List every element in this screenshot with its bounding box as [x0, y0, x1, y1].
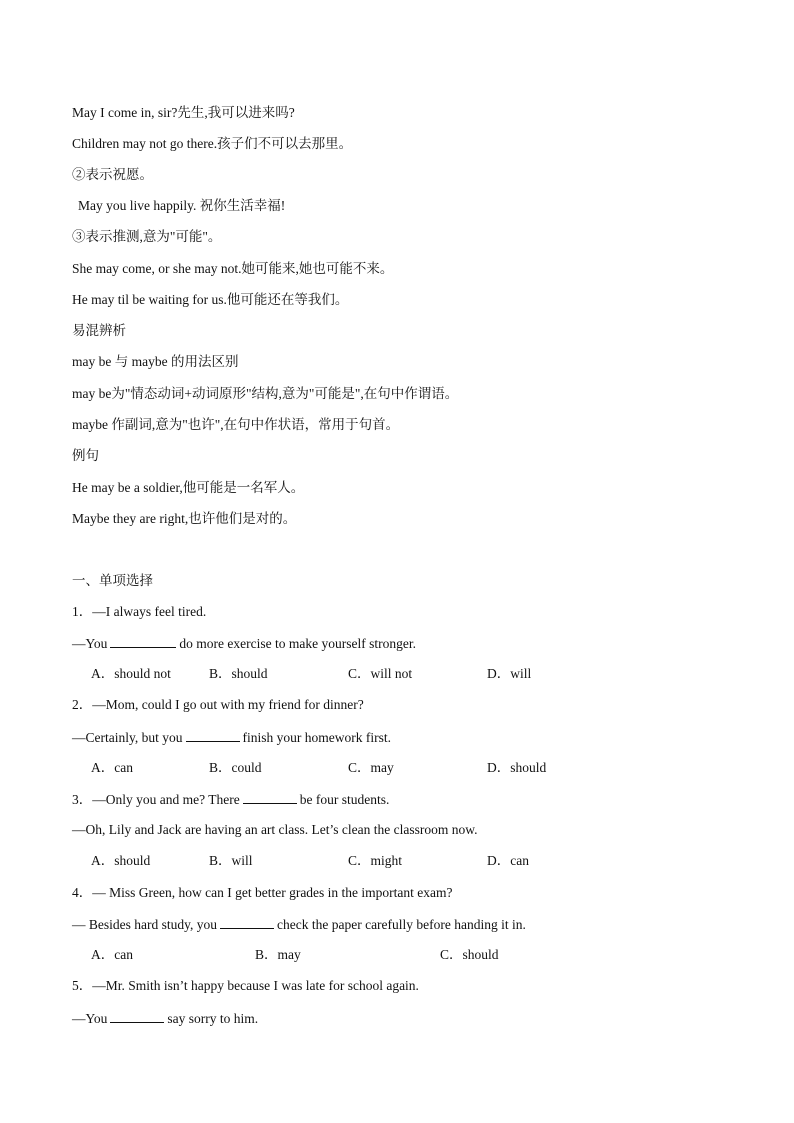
option-a[interactable]: A．can — [91, 947, 133, 962]
reply-text: — Besides hard study, you — [72, 917, 217, 932]
stem-text: be four students. — [299, 792, 390, 807]
reply-text: —You — [72, 636, 108, 651]
note-line: may be 与 maybe 的用法区别 — [72, 354, 239, 369]
answer-blank[interactable] — [243, 790, 297, 804]
option-d[interactable]: D．can — [487, 853, 529, 868]
reply-text: check the paper carefully before handing it in. — [277, 917, 526, 932]
reply-text: say sorry to him. — [167, 1011, 259, 1026]
question-reply — [72, 1009, 258, 1028]
option-b[interactable]: B．should — [209, 666, 268, 681]
option-c[interactable]: C．might — [348, 853, 403, 868]
option-a[interactable]: A．should not — [91, 666, 171, 681]
note-line: may be为"情态动词+动词原形"结构,意为"可能是",在句中作谓语。 — [72, 386, 459, 401]
option-b[interactable]: B．may — [255, 947, 301, 962]
reply-text: finish your homework first. — [242, 730, 391, 745]
option-c[interactable]: C．will not — [348, 666, 413, 681]
stem-text: 3．—Only you and me? There — [72, 792, 240, 807]
question-stem: 1．—I always feel tired. — [72, 604, 207, 619]
answer-blank[interactable] — [110, 634, 176, 648]
reply-text: —Certainly, but you — [72, 730, 183, 745]
note-heading: ③表示推测,意为"可能"。 — [72, 229, 222, 244]
reply-text: —You — [72, 1011, 108, 1026]
note-line: maybe 作副词,意为"也许",在句中作状语，常用于句首。 — [72, 417, 400, 432]
note-line: May you live happily. 祝你生活幸福! — [78, 198, 286, 213]
section-title: 一、单项选择 — [72, 573, 153, 588]
question-stem — [72, 790, 389, 809]
option-a[interactable]: A．can — [91, 760, 133, 775]
option-d[interactable]: D．will — [487, 666, 532, 681]
option-b[interactable]: B．will — [209, 853, 253, 868]
option-b[interactable]: B．could — [209, 760, 262, 775]
question-reply — [72, 634, 416, 653]
question-reply: —Oh, Lily and Jack are having an art class. Let’s clean the classroom now. — [72, 822, 478, 837]
option-d[interactable]: D．should — [487, 760, 547, 775]
answer-blank[interactable] — [186, 728, 240, 742]
note-line: Maybe they are right,也许他们是对的。 — [72, 511, 297, 526]
option-c[interactable]: C．should — [440, 947, 499, 962]
note-line: May I come in, sir?先生,我可以进来吗? — [72, 105, 295, 120]
question-stem: 4．— Miss Green, how can I get better grades in the important exam? — [72, 885, 453, 900]
question-stem: 5．—Mr. Smith isn’t happy because I was late for school again. — [72, 978, 419, 993]
note-line: She may come, or she may not.她可能来,她也可能不来。 — [72, 261, 394, 276]
note-heading: ②表示祝愿。 — [72, 167, 153, 182]
note-heading: 易混辨析 — [72, 323, 126, 338]
reply-text: do more exercise to make yourself stronger. — [179, 636, 416, 651]
question-reply — [72, 728, 391, 747]
note-line: He may til be waiting for us.他可能还在等我们。 — [72, 292, 349, 307]
option-c[interactable]: C．may — [348, 760, 394, 775]
answer-blank[interactable] — [110, 1009, 164, 1023]
note-heading: 例句 — [72, 448, 99, 463]
note-line: Children may not go there.孩子们不可以去那里。 — [72, 136, 353, 151]
question-stem: 2．—Mom, could I go out with my friend for dinner? — [72, 697, 364, 712]
option-a[interactable]: A．should — [91, 853, 151, 868]
answer-blank[interactable] — [220, 915, 274, 929]
question-reply — [72, 915, 526, 934]
note-line: He may be a soldier,他可能是一名军人。 — [72, 480, 305, 495]
